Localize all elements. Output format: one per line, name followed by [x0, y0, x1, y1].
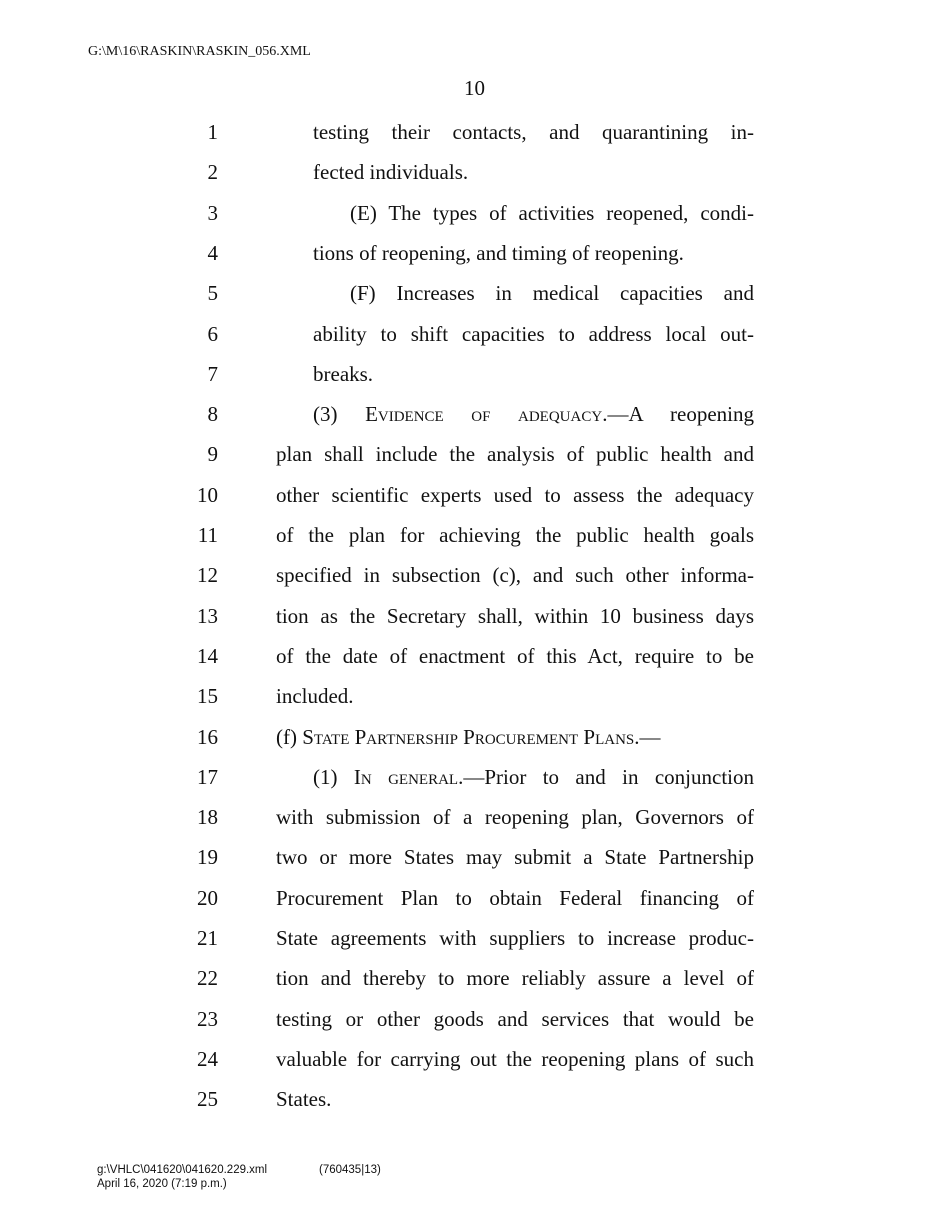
document-line [150, 523, 754, 563]
line-text-part: of the plan for achieving the public health goals [276, 523, 754, 547]
document-line [150, 281, 754, 321]
line-text-part: States. [276, 1087, 332, 1112]
file-path-header: G:\M\16\RASKIN\RASKIN_056.XML [88, 44, 311, 59]
line-text [276, 1087, 754, 1112]
line-text [276, 805, 754, 830]
line-number: 14 [197, 643, 218, 668]
line-text [276, 684, 754, 709]
line-text-part: ability to shift capacities to address local out- [313, 321, 754, 346]
footer [97, 1163, 381, 1191]
line-text-part: tions of reopening, and timing of reopening. [313, 240, 684, 265]
line-text [350, 281, 754, 306]
line-text [276, 926, 754, 951]
page-number: 10 [464, 76, 485, 100]
line-text-part: .— [634, 724, 661, 749]
line-number: 8 [207, 402, 218, 427]
line-text [276, 845, 754, 870]
document-line [150, 402, 754, 442]
line-text-part: Procurement Plan to obtain Federal financing of [276, 885, 754, 910]
footer-file: g:\VHLC\041620\041620.229.xml [97, 1164, 268, 1176]
line-text [276, 725, 754, 750]
line-number: 18 [197, 805, 218, 830]
line-number: 21 [197, 926, 218, 950]
document-line [150, 1087, 754, 1127]
small-caps-heading: State Partnership Procurement Plans [302, 724, 635, 749]
line-text [276, 644, 754, 669]
line-text-part: included. [276, 684, 354, 709]
line-number: 3 [207, 200, 218, 225]
line-text [276, 886, 754, 911]
document-line [150, 120, 754, 160]
line-number: 16 [197, 724, 218, 749]
line-number: 5 [207, 281, 218, 306]
line-text-part: specified in subsection (c), and such other informa- [276, 563, 754, 588]
line-text-part: tion as the Secretary shall, within 10 business days [276, 603, 754, 628]
line-text [350, 201, 754, 226]
document-line [150, 604, 754, 644]
footer-code: (760435|13) [319, 1164, 381, 1176]
line-text-part: .—Prior to and in conjunction [458, 764, 754, 789]
line-text-part: (1) [313, 764, 354, 789]
line-text [276, 523, 754, 548]
line-number: 17 [197, 764, 218, 789]
line-text [276, 1007, 754, 1032]
line-text [313, 241, 754, 266]
document-line [150, 1007, 754, 1047]
document-line [150, 160, 754, 200]
line-text [313, 765, 754, 790]
document-line [150, 845, 754, 885]
document-line [150, 322, 754, 362]
line-text [313, 322, 754, 347]
line-text [313, 160, 754, 185]
line-number: 20 [197, 885, 218, 910]
line-number: 4 [207, 240, 218, 265]
line-number: 9 [207, 442, 218, 467]
line-text [313, 362, 754, 387]
line-number: 25 [197, 1087, 218, 1112]
line-number: 13 [197, 603, 218, 628]
line-text-part: (f) [276, 724, 303, 749]
document-line [150, 442, 754, 482]
line-number: 1 [207, 120, 218, 144]
line-text-part: of the date of enactment of this Act, require to be [276, 643, 754, 668]
document-line [150, 805, 754, 845]
document-line [150, 241, 754, 281]
line-text-part: (F) Increases in medical capacities and [350, 281, 754, 306]
line-number: 22 [197, 966, 218, 991]
line-number: 10 [197, 482, 218, 507]
footer-date: April 16, 2020 (7:19 p.m.) [97, 1178, 227, 1190]
line-number: 12 [197, 563, 218, 588]
document-line [150, 362, 754, 402]
line-text-part: breaks. [313, 361, 374, 386]
small-caps-heading: Evidence of adequacy [365, 402, 603, 427]
line-number: 11 [197, 523, 218, 547]
document-line [150, 483, 754, 523]
line-text-part: State agreements with suppliers to increase produc- [276, 926, 754, 950]
small-caps-heading: In general [353, 764, 459, 789]
document-line [150, 886, 754, 926]
line-number: 7 [207, 361, 218, 386]
line-text-part: valuable for carrying out the reopening plans of such [276, 1046, 754, 1071]
line-text [313, 120, 754, 145]
line-text-part: two or more States may submit a State Partnership [276, 845, 754, 870]
line-text-part: .—A reopening [602, 402, 754, 427]
line-text-part: with submission of a reopening plan, Governors of [276, 805, 754, 830]
line-number: 6 [207, 321, 218, 346]
line-text [276, 563, 754, 588]
line-text [313, 402, 754, 427]
document-line [150, 1047, 754, 1087]
line-text [276, 483, 754, 508]
line-text-part: plan shall include the analysis of public health and [276, 442, 754, 467]
document-line [150, 644, 754, 684]
line-number: 2 [207, 160, 218, 185]
line-text [276, 604, 754, 629]
document-line [150, 725, 754, 765]
document-line [150, 684, 754, 724]
line-text [276, 1047, 754, 1072]
line-text-part: fected individuals. [313, 160, 469, 185]
line-text [276, 442, 754, 467]
document-line [150, 926, 754, 966]
line-text-part: (3) [313, 402, 366, 427]
line-number: 23 [197, 1006, 218, 1031]
line-number: 24 [197, 1046, 218, 1071]
document-line [150, 765, 754, 805]
line-text-part: tion and thereby to more reliably assure a level of [276, 966, 754, 991]
document-line [150, 563, 754, 603]
line-number: 15 [197, 684, 218, 709]
line-number: 19 [197, 845, 218, 870]
document-line [150, 201, 754, 241]
line-text-part: testing or other goods and services that would be [276, 1006, 754, 1031]
document-line [150, 966, 754, 1006]
line-text [276, 966, 754, 991]
line-text-part: testing their contacts, and quarantining in- [313, 120, 754, 144]
line-text-part: (E) The types of activities reopened, condi- [350, 200, 754, 225]
line-text-part: other scientific experts used to assess the adequacy [276, 482, 754, 507]
